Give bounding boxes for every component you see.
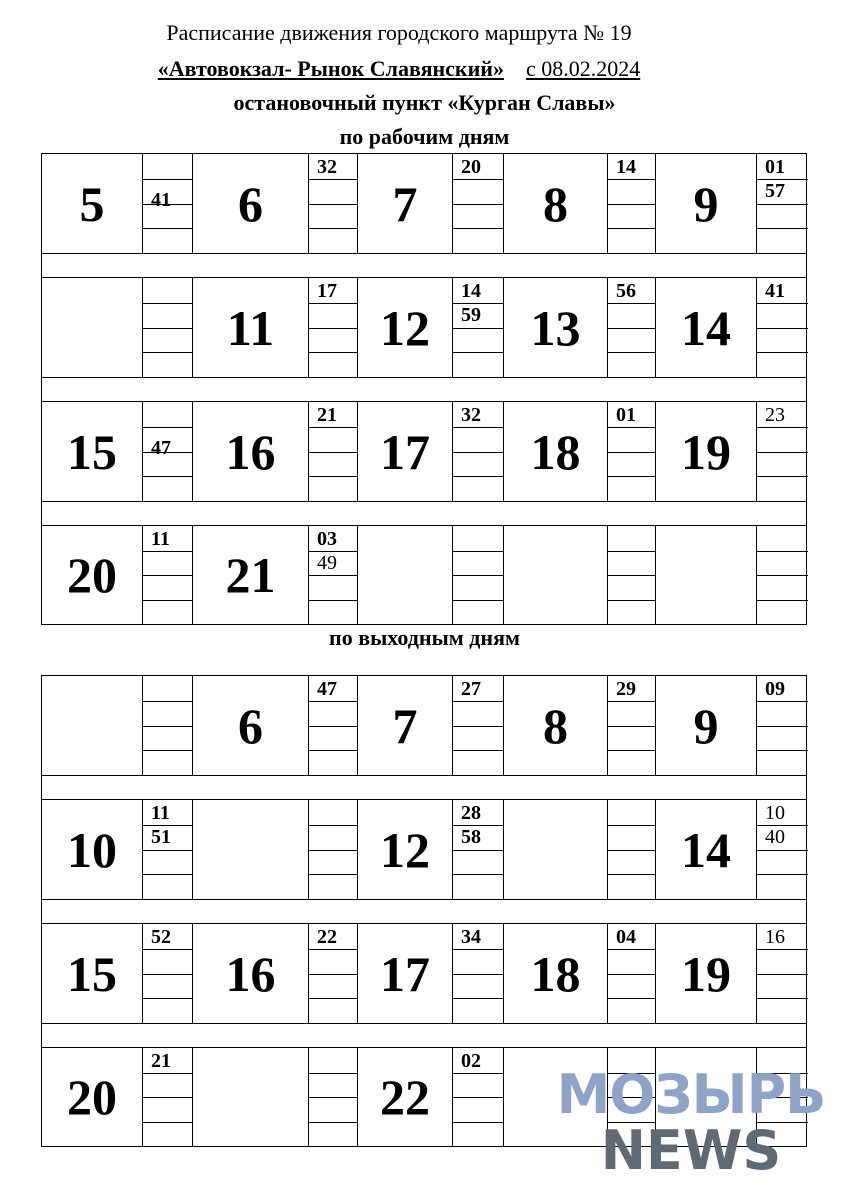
minute-value: 49 (317, 552, 337, 574)
hour-cell: 18 (504, 402, 608, 501)
minute-divider (309, 179, 357, 180)
minute-value: 04 (616, 926, 636, 948)
minute-value: 56 (616, 280, 636, 302)
minute-value: 23 (765, 404, 785, 426)
minute-value: 01 (765, 156, 785, 178)
minute-divider (143, 750, 192, 751)
minute-divider (453, 1122, 503, 1123)
schedule-title: Расписание движения городского маршрута № 19 (166, 20, 632, 45)
minute-divider (453, 427, 503, 428)
minute-divider (757, 998, 808, 999)
minute-divider (453, 204, 503, 205)
minute-value: 21 (317, 404, 337, 426)
hour-cell (504, 526, 608, 624)
minute-divider (143, 228, 192, 229)
minute-value: 32 (461, 404, 481, 426)
minutes-cell (453, 800, 504, 899)
row-spacer (41, 899, 807, 923)
minute-value: 10 (765, 802, 785, 824)
minutes-cell (143, 676, 193, 775)
minutes-cell (757, 526, 808, 624)
minute-divider (143, 303, 192, 304)
weekday-timetable (41, 153, 807, 625)
minute-divider (143, 600, 192, 601)
hour-cell: 10 (42, 800, 143, 899)
hour-cell: 19 (656, 402, 757, 501)
minutes-cell (608, 402, 656, 501)
minute-divider (608, 551, 655, 552)
minute-value: 34 (461, 926, 481, 948)
route-line (0, 56, 798, 82)
minute-value: 14 (616, 156, 636, 178)
hour-cell (358, 526, 453, 624)
minutes-cell (143, 402, 193, 501)
minutes-cell (143, 800, 193, 899)
minute-divider (143, 998, 192, 999)
minute-divider (143, 974, 192, 975)
hour-cell: 15 (42, 924, 143, 1023)
hour-cell: 16 (193, 402, 309, 501)
minute-divider (757, 427, 808, 428)
minute-divider (143, 874, 192, 875)
minutes-cell (309, 154, 358, 253)
weekend-heading: по выходным дням (329, 625, 520, 650)
minute-divider (453, 476, 503, 477)
stop-name: остановочный пункт «Курган Славы» (233, 90, 616, 115)
minutes-cell (453, 154, 504, 253)
minute-divider (757, 228, 808, 229)
hour-cell: 17 (358, 402, 453, 501)
minutes-cell (757, 800, 808, 899)
minute-value: 58 (461, 826, 481, 848)
minute-value: 01 (616, 404, 636, 426)
watermark-line2: NEWS (600, 1119, 782, 1182)
minute-divider (309, 352, 357, 353)
minute-divider (608, 476, 655, 477)
minute-divider (143, 427, 192, 428)
minutes-cell (143, 924, 193, 1023)
minute-divider (757, 850, 808, 851)
hour-cell: 18 (504, 924, 608, 1023)
minute-divider (309, 204, 357, 205)
minutes-cell (309, 1048, 358, 1146)
minute-divider (453, 998, 503, 999)
hour-cell (193, 800, 309, 899)
hour-cell: 8 (504, 676, 608, 775)
hour-cell: 20 (42, 526, 143, 624)
hour-cell: 12 (358, 278, 453, 377)
minutes-cell (143, 1048, 193, 1146)
minute-divider (143, 1073, 192, 1074)
minute-divider (757, 204, 808, 205)
timetable-row (41, 799, 807, 899)
minute-divider (757, 303, 808, 304)
row-spacer (41, 501, 807, 525)
minute-divider (453, 701, 503, 702)
hour-cell: 13 (504, 278, 608, 377)
minutes-cell (309, 800, 358, 899)
minute-value: 09 (765, 678, 785, 700)
minute-divider (143, 352, 192, 353)
minutes-cell (453, 924, 504, 1023)
minutes-cell (453, 1048, 504, 1146)
minutes-cell (143, 526, 193, 624)
minute-divider (143, 949, 192, 950)
minute-value: 32 (317, 156, 337, 178)
minute-divider (608, 726, 655, 727)
minute-divider (309, 303, 357, 304)
hour-cell: 12 (358, 800, 453, 899)
minutes-cell (608, 526, 656, 624)
minute-divider (453, 179, 503, 180)
minute-divider (608, 303, 655, 304)
minutes-cell (453, 402, 504, 501)
row-spacer (41, 253, 807, 277)
minute-divider (309, 1097, 357, 1098)
minute-divider (309, 874, 357, 875)
minute-divider (143, 575, 192, 576)
hour-cell: 8 (504, 154, 608, 253)
minute-divider (608, 204, 655, 205)
minutes-cell (608, 278, 656, 377)
minutes-cell (309, 526, 358, 624)
minute-divider (309, 575, 357, 576)
minute-divider (309, 974, 357, 975)
hour-cell: 7 (358, 676, 453, 775)
minute-divider (608, 600, 655, 601)
minute-divider (143, 1097, 192, 1098)
minute-divider (608, 825, 655, 826)
hour-cell (42, 676, 143, 775)
minute-value: 03 (317, 528, 337, 550)
hour-cell: 14 (656, 278, 757, 377)
minute-divider (143, 328, 192, 329)
hour-cell: 14 (656, 800, 757, 899)
minute-divider (608, 750, 655, 751)
minute-value: 47 (151, 437, 171, 459)
minute-divider (757, 452, 808, 453)
minute-divider (309, 427, 357, 428)
effective-date: с 08.02.2024 (525, 56, 641, 81)
hour-cell: 7 (358, 154, 453, 253)
timetable-row (41, 675, 807, 775)
minute-divider (608, 949, 655, 950)
minute-divider (143, 701, 192, 702)
minute-divider (309, 949, 357, 950)
hour-cell: 17 (358, 924, 453, 1023)
row-spacer (41, 1023, 807, 1047)
minute-divider (143, 476, 192, 477)
minute-divider (608, 352, 655, 353)
minutes-cell (309, 278, 358, 377)
minute-value: 11 (151, 802, 170, 824)
minute-divider (608, 328, 655, 329)
minute-divider (608, 179, 655, 180)
minute-value: 40 (765, 826, 785, 848)
minute-divider (453, 949, 503, 950)
hour-cell: 20 (42, 1048, 143, 1146)
minute-value: 20 (461, 156, 481, 178)
hour-cell: 9 (656, 676, 757, 775)
minute-divider (453, 575, 503, 576)
minutes-cell (309, 402, 358, 501)
minutes-cell (608, 800, 656, 899)
minute-divider (143, 1122, 192, 1123)
minute-divider (757, 575, 808, 576)
minute-divider (757, 701, 808, 702)
minute-divider (143, 726, 192, 727)
minute-divider (757, 974, 808, 975)
minute-divider (757, 874, 808, 875)
hour-cell: 6 (193, 154, 309, 253)
row-spacer (41, 377, 807, 401)
minute-divider (608, 998, 655, 999)
minute-value: 27 (461, 678, 481, 700)
minute-divider (608, 874, 655, 875)
minute-divider (453, 850, 503, 851)
hour-cell: 16 (193, 924, 309, 1023)
minute-divider (608, 974, 655, 975)
watermark-line1: МОЗЫРЬ (556, 1063, 826, 1126)
minutes-cell (143, 154, 193, 253)
minute-divider (757, 352, 808, 353)
route-name: «Автовокзал- Рынок Славянский» (157, 56, 504, 81)
minutes-cell (453, 526, 504, 624)
hour-cell: 11 (193, 278, 309, 377)
minute-divider (453, 228, 503, 229)
minute-divider (608, 850, 655, 851)
minute-value: 47 (317, 678, 337, 700)
minute-value: 52 (151, 926, 171, 948)
minute-value: 11 (151, 528, 170, 550)
hour-cell: 6 (193, 676, 309, 775)
minute-divider (757, 726, 808, 727)
minute-divider (309, 476, 357, 477)
hour-cell: 19 (656, 924, 757, 1023)
weekday-heading: по рабочим дням (339, 124, 510, 149)
minutes-cell (608, 676, 656, 775)
minute-divider (143, 551, 192, 552)
minute-value: 21 (151, 1050, 171, 1072)
minute-divider (453, 726, 503, 727)
watermark-logo (546, 1063, 836, 1182)
hour-cell (656, 526, 757, 624)
minutes-cell (143, 278, 193, 377)
minute-divider (453, 1097, 503, 1098)
hour-cell: 5 (42, 154, 143, 253)
minute-value: 59 (461, 304, 481, 326)
minute-divider (309, 750, 357, 751)
minutes-cell (608, 924, 656, 1023)
minute-divider (608, 228, 655, 229)
minute-value: 17 (317, 280, 337, 302)
minute-divider (453, 874, 503, 875)
minute-divider (453, 352, 503, 353)
minute-divider (143, 179, 192, 180)
minute-divider (608, 452, 655, 453)
minute-divider (757, 551, 808, 552)
minutes-cell (309, 676, 358, 775)
minute-divider (309, 850, 357, 851)
minute-divider (309, 1073, 357, 1074)
hour-cell: 9 (656, 154, 757, 253)
minute-divider (453, 750, 503, 751)
minute-divider (453, 328, 503, 329)
minute-value: 02 (461, 1050, 481, 1072)
minute-divider (757, 328, 808, 329)
minute-divider (757, 476, 808, 477)
hour-cell (193, 1048, 309, 1146)
minute-value: 14 (461, 280, 481, 302)
minute-divider (309, 1122, 357, 1123)
minute-divider (309, 701, 357, 702)
minutes-cell (757, 924, 808, 1023)
minute-value: 41 (151, 189, 171, 211)
timetable-row (41, 923, 807, 1023)
minute-divider (453, 551, 503, 552)
hour-cell (42, 278, 143, 377)
hour-cell: 21 (193, 526, 309, 624)
hour-cell: 22 (358, 1048, 453, 1146)
minutes-cell (608, 154, 656, 253)
hour-cell (504, 800, 608, 899)
minute-divider (608, 427, 655, 428)
minutes-cell (757, 402, 808, 501)
minute-value: 57 (765, 180, 785, 202)
minute-divider (309, 825, 357, 826)
minutes-cell (757, 154, 808, 253)
minute-value: 28 (461, 802, 481, 824)
minute-divider (453, 600, 503, 601)
minute-divider (309, 228, 357, 229)
minute-divider (757, 750, 808, 751)
timetable-row (41, 401, 807, 501)
hour-cell: 15 (42, 402, 143, 501)
minute-value: 41 (765, 280, 785, 302)
minute-value: 51 (151, 826, 171, 848)
minute-divider (757, 949, 808, 950)
minutes-cell (453, 676, 504, 775)
minutes-cell (453, 278, 504, 377)
minute-divider (143, 850, 192, 851)
timetable-row (41, 525, 807, 625)
minute-divider (309, 726, 357, 727)
minute-divider (608, 701, 655, 702)
minute-divider (608, 575, 655, 576)
minute-divider (309, 998, 357, 999)
minute-divider (757, 600, 808, 601)
minute-value: 16 (765, 926, 785, 948)
minutes-cell (309, 924, 358, 1023)
minute-divider (453, 452, 503, 453)
timetable-row (41, 153, 807, 253)
minute-divider (453, 1073, 503, 1074)
timetable-row (41, 277, 807, 377)
minute-value: 29 (616, 678, 636, 700)
minute-divider (309, 328, 357, 329)
minute-value: 22 (317, 926, 337, 948)
minute-divider (309, 600, 357, 601)
minute-divider (453, 974, 503, 975)
minutes-cell (757, 278, 808, 377)
minute-divider (309, 452, 357, 453)
row-spacer (41, 775, 807, 799)
minutes-cell (757, 676, 808, 775)
